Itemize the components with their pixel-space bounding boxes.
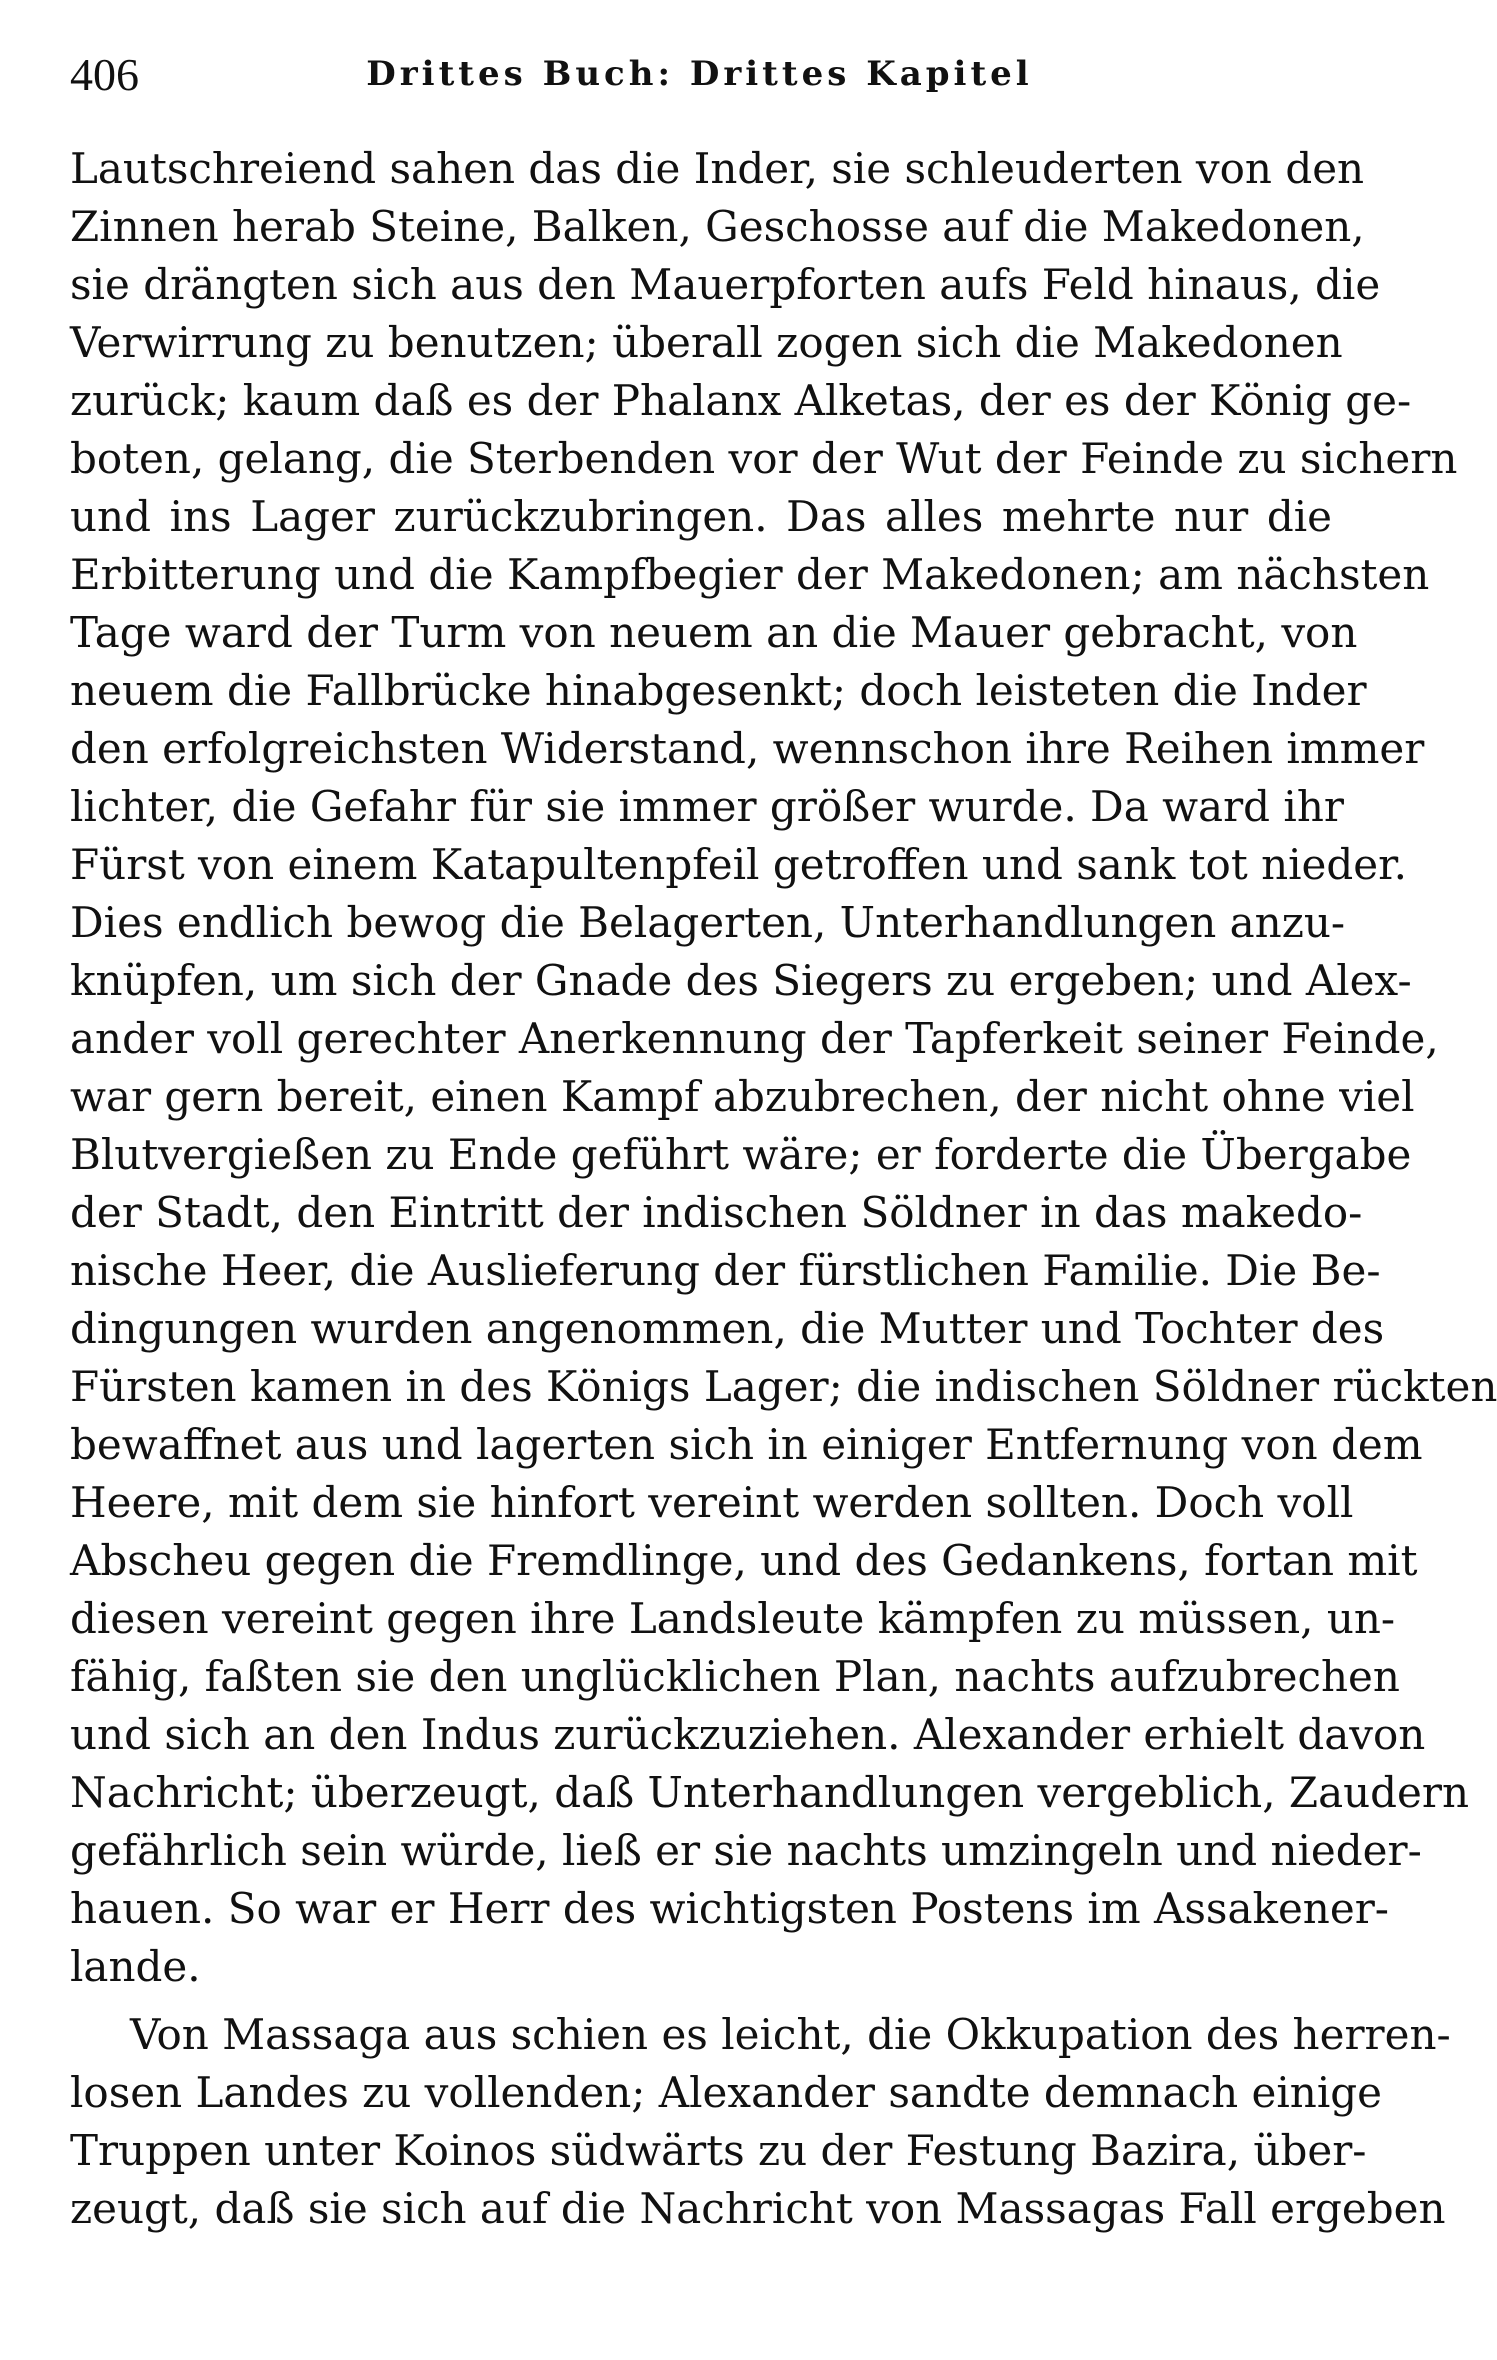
text-line: Erbitterung und die Kampfbegier der Makedonen; am nächsten — [70, 550, 1430, 599]
text-line: lande. — [70, 1942, 201, 1991]
running-title: Drittes Buch: Drittes Kapitel — [366, 54, 1033, 94]
text-line: Lautschreiend sahen das die Inder, sie schleuderten von den — [70, 144, 1365, 193]
text-line: Heere, mit dem sie hinfort vereint werden sollten. Doch voll — [70, 1478, 1354, 1527]
text-line: bewaffnet aus und lagerten sich in einiger Entfernung von dem — [70, 1420, 1423, 1469]
paragraph-2 — [70, 2006, 1451, 2238]
text-line: fähig, faßten sie den unglücklichen Plan, nachts aufzubrechen — [70, 1652, 1400, 1701]
text-line: knüpfen, um sich der Gnade des Siegers zu ergeben; und Alex- — [70, 956, 1412, 1005]
page-header — [70, 40, 1329, 110]
text-line: losen Landes zu vollenden; Alexander sandte demnach einige — [70, 2068, 1383, 2117]
text-line: und sich an den Indus zurückzuziehen. Alexander erhielt davon — [70, 1710, 1426, 1759]
text-line: diesen vereint gegen ihre Landsleute kämpfen zu müssen, un- — [70, 1594, 1396, 1643]
text-line: Tage ward der Turm von neuem an die Mauer gebracht, von — [70, 608, 1358, 657]
text-line: Von Massaga aus schien es leicht, die Okkupation des herren- — [130, 2010, 1451, 2059]
text-line: gefährlich sein würde, ließ er sie nachts umzingeln und nieder- — [70, 1826, 1422, 1875]
text-line: lichter, die Gefahr für sie immer größer wurde. Da ward ihr — [70, 782, 1344, 831]
text-line: dingungen wurden angenommen, die Mutter und Tochter des — [70, 1304, 1385, 1353]
text-line: boten, gelang, die Sterbenden vor der Wut der Feinde zu sichern — [70, 434, 1458, 483]
text-line: nische Heer, die Auslieferung der fürstlichen Familie. Die Be- — [70, 1246, 1381, 1295]
text-line: Nachricht; überzeugt, daß Unterhandlungen vergeblich, Zaudern — [70, 1768, 1470, 1817]
text-line: Truppen unter Koinos südwärts zu der Festung Bazira, über- — [70, 2126, 1367, 2175]
page-number: 406 — [70, 49, 139, 100]
text-line: Abscheu gegen die Fremdlinge, und des Gedankens, fortan mit — [70, 1536, 1418, 1585]
text-line: Verwirrung zu benutzen; überall zogen sich die Makedonen — [70, 318, 1343, 367]
text-line: neuem die Fallbrücke hinabgesenkt; doch leisteten die Inder — [70, 666, 1367, 715]
text-line: Fürst von einem Katapultenpfeil getroffen und sank tot nieder. — [70, 840, 1407, 889]
text-line: Fürsten kamen in des Königs Lager; die indischen Söldner rückten — [70, 1362, 1497, 1411]
text-line: den erfolgreichsten Widerstand, wennschon ihre Reihen immer — [70, 724, 1425, 773]
text-line: zurück; kaum daß es der Phalanx Alketas, der es der König ge- — [70, 376, 1412, 425]
text-line: ander voll gerechter Anerkennung der Tapferkeit seiner Feinde, — [70, 1014, 1439, 1063]
text-line: und ins Lager zurückzubringen. Das alles mehrte nur die — [70, 492, 1332, 541]
text-line: Dies endlich bewog die Belagerten, Unterhandlungen anzu- — [70, 898, 1346, 947]
text-line: Blutvergießen zu Ende geführt wäre; er forderte die Übergabe — [70, 1130, 1412, 1179]
paragraph-1 — [70, 140, 1497, 1996]
text-line: Zinnen herab Steine, Balken, Geschosse auf die Makedonen, — [70, 202, 1365, 251]
text-line: der Stadt, den Eintritt der indischen Söldner in das makedo- — [70, 1188, 1363, 1237]
body-text — [70, 140, 1497, 2238]
paragraph-gap — [70, 1996, 1332, 2006]
text-line: zeugt, daß sie sich auf die Nachricht von Massagas Fall ergeben — [70, 2184, 1446, 2233]
text-line: war gern bereit, einen Kampf abzubrechen, der nicht ohne viel — [70, 1072, 1415, 1121]
text-line: hauen. So war er Herr des wichtigsten Postens im Assakener- — [70, 1884, 1389, 1933]
text-line: sie drängten sich aus den Mauerpforten aufs Feld hinaus, die — [70, 260, 1381, 309]
